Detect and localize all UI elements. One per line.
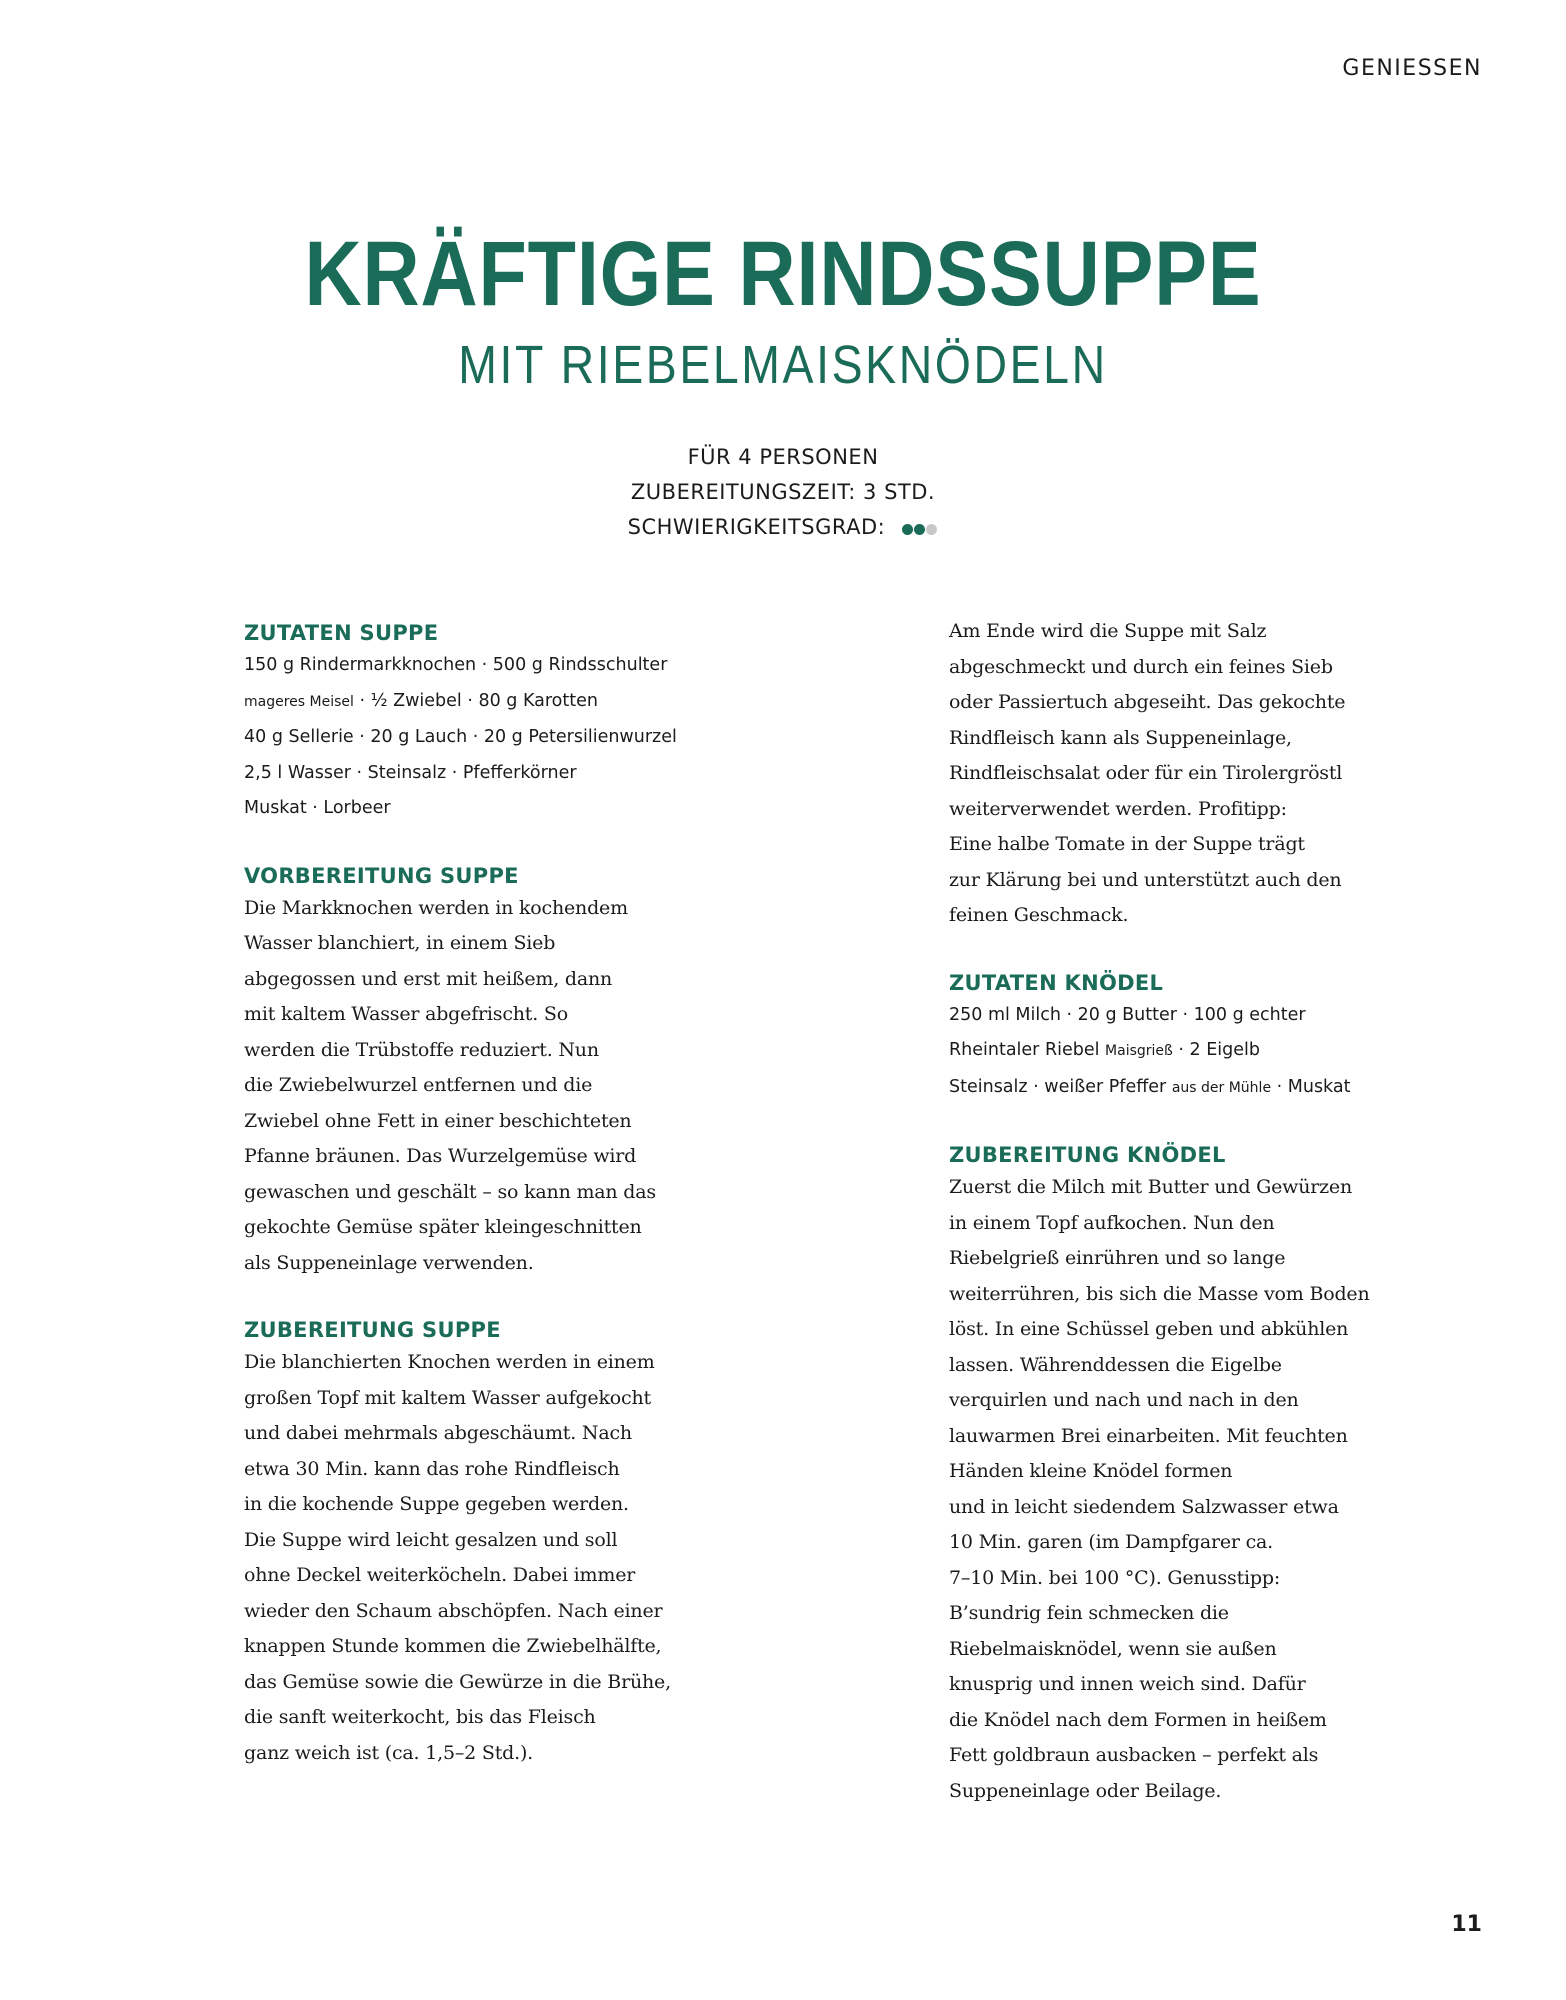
right-column [949,614,1409,1809]
text-line: Die blanchierten Knochen werden in einem [244,1351,655,1373]
text-line: zur Klärung bei und unterstützt auch den [949,868,1342,891]
text-line: Rindfleisch kann als Suppeneinlage, [949,726,1292,749]
text-line: 10 Min. garen (im Dampfgarer ca. [949,1531,1274,1553]
text-line: mit kaltem Wasser abgefrischt. So [244,1003,568,1025]
text-line: oder Passiertuch abgeseiht. Das gekochte [949,691,1346,713]
preparation-soup [244,861,704,1282]
servings: FÜR 4 PERSONEN [687,445,879,469]
ingredient-line: Steinsalz · weißer Pfeffer aus der Mühle · Muskat [949,1076,1351,1097]
text-line: gewaschen und geschält – so kann man das [244,1180,656,1203]
dot-filled-icon [914,524,925,535]
recipe-subtitle: MIT RIEBELMAISKNÖDELN [458,335,1108,395]
instructions-text [949,614,1409,934]
ingredient-line: mageres Meisel · ½ Zwiebel · 80 g Karotten [244,690,598,711]
text-line: feinen Geschmack. [949,904,1129,926]
prep-time: ZUBEREITUNGSZEIT: 3 STD. [630,480,936,504]
section-heading: ZUTATEN SUPPE [244,621,439,645]
section-heading: ZUBEREITUNG SUPPE [244,1318,501,1342]
ingredients-soup [244,618,704,827]
difficulty-label: SCHWIERIGKEITSGRAD: [627,515,886,539]
text-line: Die Markknochen werden in kochendem [244,896,628,919]
text-line: knusprig und innen weich sind. Dafür [949,1673,1306,1695]
ingredient-line: 2,5 l Wasser · Steinsalz · Pfefferkörner [244,762,577,783]
ingredient-line: 40 g Sellerie · 20 g Lauch · 20 g Petersilienwurzel [244,727,677,747]
section-heading: ZUBEREITUNG KNÖDEL [949,1143,1226,1167]
ingredient-line: Muskat · Lorbeer [244,798,391,818]
left-column [244,618,704,1771]
text-line: als Suppeneinlage verwenden. [244,1251,534,1274]
cooking-soup [244,1315,704,1771]
text-line: etwa 30 Min. kann das rohe Rindfleisch [244,1457,620,1480]
cooking-dumplings [949,1140,1409,1809]
text-line: Am Ende wird die Suppe mit Salz [949,620,1267,642]
text-line: verquirlen und nach und nach in den [949,1389,1299,1411]
text-line: Fett goldbraun ausbacken – perfekt als [949,1744,1319,1766]
text-line: Zuerst die Milch mit Butter und Gewürzen [949,1176,1353,1198]
recipe-meta [0,440,1566,546]
dot-empty-icon [926,524,937,535]
text-line: lauwarmen Brei einarbeiten. Mit feuchten [949,1424,1348,1447]
dot-filled-icon [902,524,913,535]
text-line: ganz weich ist (ca. 1,5–2 Std.). [244,1741,533,1764]
text-line: Wasser blanchiert, in einem Sieb [244,932,556,954]
text-line: Händen kleine Knödel formen [949,1460,1233,1482]
text-line: gekochte Gemüse später kleingeschnitten [244,1216,642,1238]
ingredient-line: 150 g Rindermarkknochen · 500 g Rindsschulter [244,655,668,675]
text-line: Suppeneinlage oder Beilage. [949,1779,1222,1802]
text-line: weiterrühren, bis sich die Masse vom Boden [949,1282,1370,1305]
text-line: in die kochende Suppe gegeben werden. [244,1493,629,1515]
text-line: 7–10 Min. bei 100 °C). Genusstipp: [949,1566,1281,1589]
text-line: lassen. Währenddessen die Eigelbe [949,1353,1282,1376]
ingredient-list [244,648,704,827]
section-heading: VORBEREITUNG SUPPE [244,863,519,888]
cooking-soup-continued [949,614,1409,934]
section-label: GENIESSEN [1342,56,1482,81]
difficulty [0,510,1566,546]
instructions-text [949,1170,1409,1809]
text-line: in einem Topf aufkochen. Nun den [949,1211,1275,1234]
difficulty-dots-icon [902,511,938,546]
text-line: ohne Deckel weiterköcheln. Dabei immer [244,1564,636,1586]
text-line: werden die Trübstoffe reduziert. Nun [244,1038,599,1061]
text-line: abgegossen und erst mit heißem, dann [244,967,613,990]
text-line: das Gemüse sowie die Gewürze in die Brühe, [244,1670,671,1693]
text-line: B’sundrig fein schmecken die [949,1602,1229,1624]
instructions-text [244,1345,704,1771]
text-line: Riebelgrieß einrühren und so lange [949,1247,1286,1269]
instructions-text [244,891,704,1282]
recipe-title: KRÄFTIGE RINDSSUPPE [304,223,1262,325]
page-number: 11 [1451,1912,1482,1937]
ingredient-list [949,998,1409,1107]
text-line: Die Suppe wird leicht gesalzen und soll [244,1528,618,1551]
text-line: großen Topf mit kaltem Wasser aufgekocht [244,1386,651,1409]
text-line: wieder den Schaum abschöpfen. Nach einer [244,1599,663,1622]
text-line: abgeschmeckt und durch ein feines Sieb [949,655,1333,678]
ingredient-line: 250 ml Milch · 20 g Butter · 100 g echter [949,1004,1306,1025]
text-line: Eine halbe Tomate in der Suppe trägt [949,833,1305,855]
text-line: die Zwiebelwurzel entfernen und die [244,1074,593,1096]
ingredients-dumplings [949,968,1409,1107]
ingredient-line: Rheintaler Riebel Maisgrieß · 2 Eigelb [949,1040,1260,1060]
text-line: die Knödel nach dem Formen in heißem [949,1708,1327,1731]
text-line: die sanft weiterkocht, bis das Fleisch [244,1706,596,1728]
text-line: und dabei mehrmals abgeschäumt. Nach [244,1422,632,1444]
section-heading: ZUTATEN KNÖDEL [949,970,1164,995]
text-line: knappen Stunde kommen die Zwiebelhälfte, [244,1635,662,1657]
text-line: Rindfleischsalat oder für ein Tirolergröstl [949,762,1343,784]
text-line: weiterverwendet werden. Profitipp: [949,797,1287,820]
text-line: Pfanne bräunen. Das Wurzelgemüse wird [244,1145,637,1167]
text-line: löst. In eine Schüssel geben und abkühlen [949,1318,1349,1340]
text-line: Riebelmaisknödel, wenn sie außen [949,1637,1277,1660]
text-line: Zwiebel ohne Fett in einer beschichteten [244,1109,632,1132]
text-line: und in leicht siedendem Salzwasser etwa [949,1495,1339,1518]
